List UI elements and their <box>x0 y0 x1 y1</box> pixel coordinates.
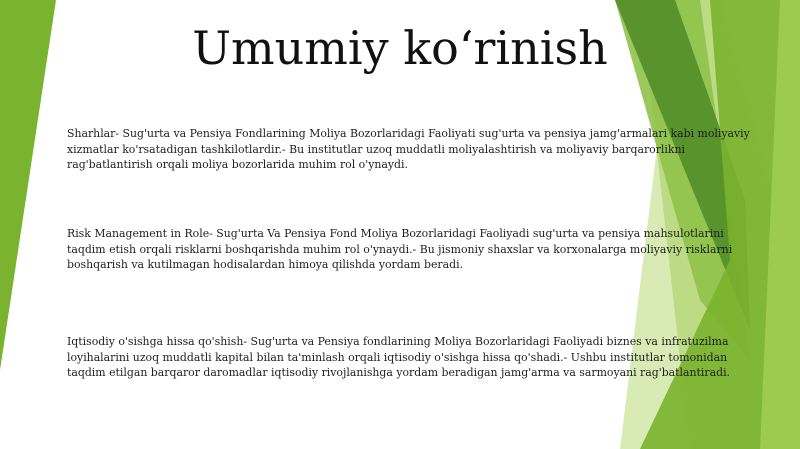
paragraph-risk-management: Risk Management in Role- Sug'urta Va Pensiya Fond Moliya Bozorlaridagi Faoliyadi sug'urta va pensiya mahsulotlarini taqdim etish orqali risklarni boshqarishda muhim rol o'ynaydi.- Bu jismoniy shaxslar va korxonalarga moliyaviy risklarni boshqarish va kutilmagan hodisalardan himoya qilishda yordam beradi. <box>67 227 733 271</box>
paragraph-overview: Sharhlar- Sug'urta va Pensiya Fondlarining Moliya Bozorlaridagi Faoliyati sug'urta va pensiya jamg'armalari kabi moliyaviy xizmatlar ko'rsatadigan tashkilotlardir.- Bu institutlar uzoq muddatli moliyalashtirish va moliyaviy barqarorlikni rag'batlantirish orqali moliya bozorlarida muhim rol o'ynaydi. <box>67 127 750 171</box>
paragraph-economic-growth: Iqtisodiy o'sishga hissa qo'shish- Sug'urta va Pensiya fondlarining Moliya Bozorlaridagi Faoliyadi biznes va infratuzilma loyihalarini uzoq muddatli kapital bilan ta'minlash orqali iqtisodiy o'sishga hissa qo'shadi.- Ushbu institutlar tomonidan taqdim etilgan barqaror daromadlar iqtisodiy rivojlanishga yordam beradigan jamg'arma va sarmoyani rag'batlantiradi. <box>67 335 731 379</box>
slide-title: Umumiy ko‘rinish <box>192 21 608 75</box>
